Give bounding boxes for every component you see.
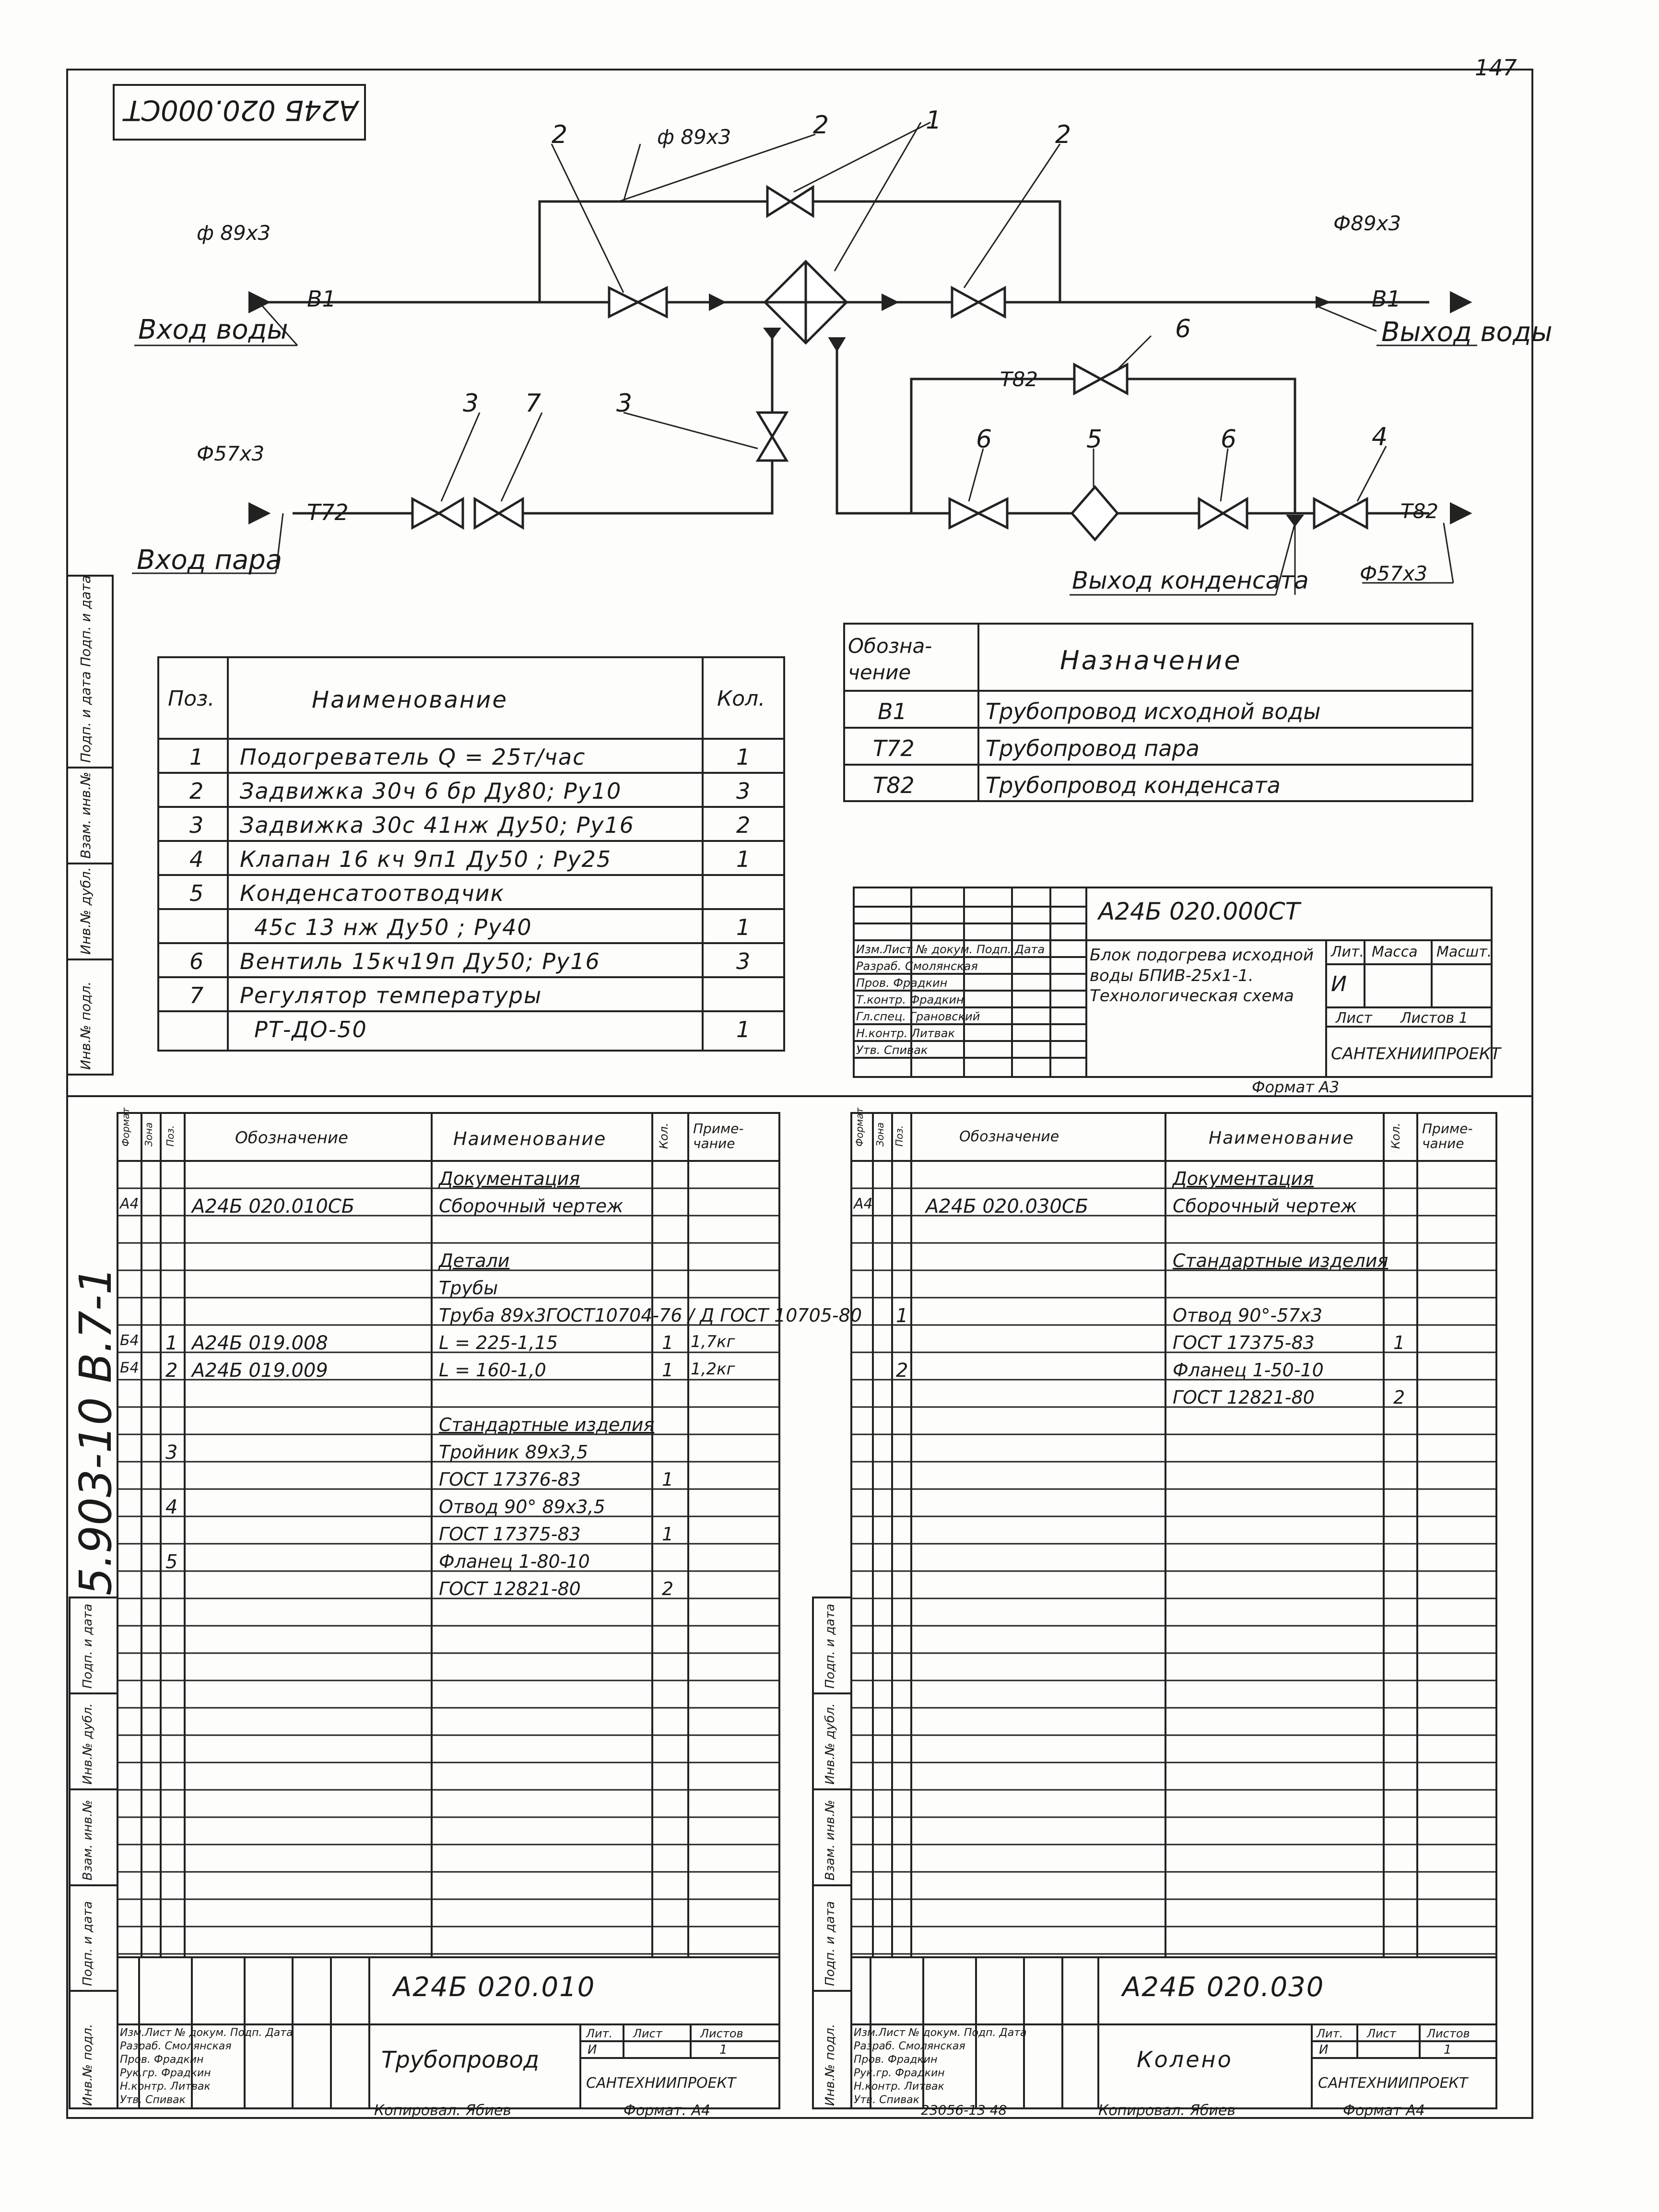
spec-right-header-designation: Обозначение <box>959 1128 1059 1145</box>
spec-left-row-14-name: Фланец 1-80-10 <box>439 1551 590 1572</box>
side-stamp-right-4: Подп. и дата <box>823 1603 837 1689</box>
spec-left-row-7-pos: 2 <box>165 1360 178 1382</box>
spec-left-format: Формат: А4 <box>624 2102 710 2119</box>
parts-qty-1: 1 <box>736 744 751 770</box>
spec-left-org: САНТЕХНИИПРОЕКТ <box>586 2075 736 2092</box>
page-number: 147 <box>1475 55 1517 81</box>
legend-header-code: Обозна- чение <box>848 634 932 684</box>
scheme-upside-code: А24Б 020.000СТ <box>124 94 358 127</box>
legend-code-t72: Т72 <box>873 735 915 761</box>
spec-right-org: САНТЕХНИИПРОЕКТ <box>1318 2075 1468 2092</box>
spec-left-header-note: Приме- чание <box>693 1121 744 1151</box>
label-pipe-b1-in: В1 <box>307 286 336 312</box>
pos-label-6a: 6 <box>976 425 992 454</box>
parts-name-1: Подогреватель Q = 25т/час <box>240 744 586 770</box>
parts-header-qty: Кол. <box>717 686 765 711</box>
side-stamp-left-4: Подп. и дата <box>81 1603 95 1689</box>
scheme-doc-code: А24Б 020.000СТ <box>1098 898 1300 925</box>
spec-right-code: А24Б 020.030 <box>1122 1972 1325 2003</box>
scheme-role-4: Гл.спец. Грановский <box>856 1010 980 1023</box>
spec-left-row-9-name: Стандартные изделия <box>439 1414 655 1435</box>
pos-label-5: 5 <box>1086 425 1103 454</box>
spec-left-role-0: Изм.Лист № докум. Подп. Дата <box>120 2027 293 2039</box>
spec-left-row-0-name: Документация <box>439 1168 580 1189</box>
spec-right-row-3-name: Стандартные изделия <box>1173 1250 1388 1271</box>
side-stamp-2: Взам. инв.№ <box>78 771 94 859</box>
spec-right-row-8-name: ГОСТ 12821-80 <box>1173 1387 1315 1408</box>
spec-right-sheets: 1 <box>1444 2043 1452 2057</box>
spec-left-role-1: Разраб. Смолянская <box>120 2040 232 2052</box>
spec-left-header-zone: Зона <box>143 1122 154 1147</box>
spec-left-row-11-name: ГОСТ 17376-83 <box>439 1469 581 1490</box>
label-dia-57-out: Ф57х3 <box>1360 562 1428 585</box>
spec-right-header-name: Наименование <box>1209 1128 1354 1148</box>
spec-left-row-7-qty: 1 <box>662 1360 674 1381</box>
scheme-stage-header: Лит. <box>1331 944 1365 960</box>
parts-pos-1: 1 <box>189 744 204 770</box>
spec-left-sheets-header: Листов <box>700 2027 743 2040</box>
spec-right-row-6-name: ГОСТ 17375-83 <box>1173 1332 1315 1353</box>
side-stamp-1: Подп. и дата <box>78 671 94 763</box>
spec-left-row-4-name: Трубы <box>439 1278 498 1299</box>
side-stamp-left-0: Инв.№ подл. <box>81 2023 95 2106</box>
parts-qty-6: 3 <box>736 948 751 974</box>
spec-right-role-1: Разраб. Смолянская <box>854 2040 965 2052</box>
parts-qty-4: 1 <box>736 846 751 872</box>
spec-left-row-7-format: Б4 <box>120 1360 139 1376</box>
spec-left-row-6-name: L = 225-1,15 <box>439 1332 558 1353</box>
parts-qty-3: 2 <box>736 812 751 838</box>
spec-right-role-2: Пров. Фрадкин <box>854 2054 938 2066</box>
spec-right-row-8-qty: 2 <box>1393 1387 1405 1408</box>
parts-name-4: Клапан 16 кч 9п1 Ду50 ; Ру25 <box>240 846 612 872</box>
pos-label-2a: 2 <box>552 120 568 149</box>
label-pipe-b1-out: В1 <box>1372 286 1401 312</box>
scheme-role-2: Пров. Фрадкин <box>856 976 948 990</box>
spec-left-row-1-format: А4 <box>120 1195 139 1212</box>
spec-left-row-6-note: 1,7кг <box>691 1332 735 1351</box>
label-pipe-t82-out: Т82 <box>1400 499 1439 523</box>
legend-code-t82: Т82 <box>873 772 915 798</box>
label-dia-57-in: Ф57х3 <box>197 442 265 465</box>
spec-left-row-13-qty: 1 <box>662 1524 674 1545</box>
spec-left-header-name: Наименование <box>453 1128 607 1149</box>
spec-left-row-6-designation: А24Б 019.008 <box>192 1332 328 1354</box>
pos-label-7: 7 <box>525 389 541 418</box>
spec-right-row-0-name: Документация <box>1173 1168 1314 1189</box>
pos-label-2c: 2 <box>1055 120 1071 149</box>
scheme-scale-header: Масшт. <box>1436 944 1492 960</box>
spec-right-header-qty: Кол. <box>1389 1123 1402 1149</box>
spec-left-stage-header: Лит. <box>586 2027 613 2040</box>
parts-name-5: Конденсатоотводчик <box>240 880 505 906</box>
spec-left-sheet-header: Лист <box>633 2027 662 2040</box>
spec-right-role-3: Рук.гр. Фрадкин <box>854 2067 945 2079</box>
legend-purpose-b1: Трубопровод исходной воды <box>986 698 1321 724</box>
parts-header-pos: Поз. <box>168 686 215 711</box>
parts-pos-2: 2 <box>189 778 204 804</box>
spec-right-header-format: Формат <box>854 1107 865 1147</box>
legend-purpose-t82: Трубопровод конденсата <box>986 772 1281 798</box>
label-pipe-t82-top: Т82 <box>1000 367 1038 391</box>
pos-label-6c: 6 <box>1175 315 1191 343</box>
spec-left-stage: И <box>588 2043 597 2057</box>
pos-label-3b: 3 <box>616 389 633 418</box>
pos-label-6b: 6 <box>1221 425 1237 454</box>
label-condensate-out: Выход конденсата <box>1072 567 1309 594</box>
spec-left-row-13-name: ГОСТ 17375-83 <box>439 1524 581 1545</box>
spec-right-role-5: Утв. Спивак <box>854 2094 919 2106</box>
spec-left-role-5: Утв. Спивак <box>120 2094 186 2106</box>
spec-left-row-14-pos: 5 <box>165 1551 178 1573</box>
scheme-org: САНТЕХНИИПРОЕКТ <box>1331 1044 1501 1064</box>
scheme-doc-title: Блок подогрева исходной воды БПИВ-25х1-1. Технологическая схема <box>1090 946 1314 1005</box>
spec-left-row-5-name: Труба 89х3ГОСТ10704-76 / Д ГОСТ 10705-80 <box>439 1305 862 1326</box>
scheme-sheets-label: Листов 1 <box>1400 1010 1468 1027</box>
scheme-stage-value: И <box>1331 972 1347 996</box>
spec-right-row-1-designation: А24Б 020.030СБ <box>926 1195 1089 1218</box>
spec-left-header-format: Формат <box>120 1107 131 1147</box>
spec-right-row-7-pos: 2 <box>896 1360 908 1382</box>
label-dia-89-top: ф 89х3 <box>657 125 731 149</box>
spec-left-row-7-name: L = 160-1,0 <box>439 1360 546 1381</box>
spec-left-row-3-name: Детали <box>439 1250 510 1271</box>
parts-name-2: Задвижка 30ч 6 бр Ду80; Ру10 <box>240 778 622 804</box>
parts-header-name: Наименование <box>312 686 508 713</box>
parts-pos-5: 5 <box>189 880 204 906</box>
pos-label-4: 4 <box>1372 423 1388 451</box>
scheme-sheet-label: Лист <box>1336 1010 1373 1027</box>
spec-left-sheets: 1 <box>719 2043 728 2057</box>
spec-left-row-12-name: Отвод 90° 89х3,5 <box>439 1496 605 1517</box>
spec-right-row-5-name: Отвод 90°-57х3 <box>1173 1305 1323 1326</box>
spec-right-row-6-qty: 1 <box>1393 1332 1405 1353</box>
spec-right-archive: 23056-13 48 <box>921 2102 1007 2118</box>
parts-pos-3: 3 <box>189 812 204 838</box>
spec-left-row-12-pos: 4 <box>165 1496 178 1518</box>
spec-left-header-designation: Обозначение <box>235 1128 348 1147</box>
parts-pos-7: 7 <box>189 982 204 1008</box>
vertical-document-code: 5.903-10 В.7-1 <box>70 1266 121 1596</box>
spec-right-stage-header: Лит. <box>1317 2027 1343 2040</box>
pos-label-3a: 3 <box>463 389 479 418</box>
pos-label-2b: 2 <box>813 111 829 140</box>
label-steam-in: Вход пара <box>137 544 282 576</box>
pos-label-1: 1 <box>926 106 942 135</box>
spec-left-row-11-qty: 1 <box>662 1469 674 1490</box>
legend-code-b1: В1 <box>878 698 907 724</box>
scheme-role-6: Утв. Спивак <box>856 1043 928 1057</box>
spec-right-sheet-header: Лист <box>1367 2027 1396 2040</box>
parts-name-3: Задвижка 30с 41нж Ду50; Ру16 <box>240 812 635 838</box>
side-stamp-right-1: Подп. и дата <box>823 1901 837 1986</box>
scheme-role-5: Н.контр. Литвак <box>856 1027 955 1040</box>
spec-right-format: Формат А4 <box>1343 2102 1425 2119</box>
parts-pos-6: 6 <box>189 948 204 974</box>
side-stamp-right-0: Инв.№ подл. <box>823 2023 837 2106</box>
label-water-in: Вход воды <box>138 314 288 345</box>
side-stamp-right-2: Взам. инв.№ <box>823 1799 837 1881</box>
spec-left-row-6-format: Б4 <box>120 1332 139 1349</box>
spec-left-copied: Копировал: Ябиев <box>374 2102 512 2119</box>
spec-right-row-1-format: А4 <box>854 1195 873 1212</box>
spec-right-row-1-name: Сборочный чертеж <box>1173 1195 1357 1217</box>
label-pipe-t72: Т72 <box>307 499 349 525</box>
spec-left-row-15-qty: 2 <box>662 1578 674 1599</box>
parts-pos-4: 4 <box>189 846 204 872</box>
spec-left-row-7-note: 1,2кг <box>691 1360 735 1379</box>
side-stamp-left-1: Подп. и дата <box>81 1901 95 1986</box>
side-stamp-0: Инв.№ подл. <box>78 981 94 1070</box>
spec-left-row-6-qty: 1 <box>662 1332 674 1353</box>
spec-left-role-2: Пров. Фрадкин <box>120 2054 204 2066</box>
spec-left-title: Трубопровод <box>381 2046 540 2073</box>
scheme-mass-header: Масса <box>1372 944 1418 960</box>
spec-right-row-5-pos: 1 <box>896 1305 908 1327</box>
spec-right-header-pos: Поз. <box>894 1125 905 1147</box>
spec-left-header-qty: Кол. <box>657 1123 671 1149</box>
scheme-role-3: Т.контр. Фрадкин <box>856 993 964 1006</box>
spec-left-row-6-pos: 1 <box>165 1332 178 1354</box>
spec-right-row-7-name: Фланец 1-50-10 <box>1173 1360 1324 1381</box>
spec-right-sheets-header: Листов <box>1427 2027 1470 2040</box>
spec-left-code: А24Б 020.010 <box>393 1972 596 2003</box>
spec-left-role-3: Рук.гр. Фрадкин <box>120 2067 211 2079</box>
spec-left-role-4: Н.контр. Литвак <box>120 2081 211 2093</box>
legend-header-purpose: Назначение <box>1060 645 1242 675</box>
parts-qty-5: 1 <box>736 914 751 940</box>
parts-name-5b: 45с 13 нж Ду50 ; Ру40 <box>254 914 532 940</box>
legend-purpose-t72: Трубопровод пара <box>986 735 1200 761</box>
side-stamp-3: Инв.№ дубл. <box>78 867 94 955</box>
side-stamp-left-2: Взам. инв.№ <box>81 1799 95 1881</box>
parts-qty-7: 1 <box>736 1017 751 1042</box>
spec-right-role-0: Изм.Лист № докум. Подп. Дата <box>854 2027 1027 2039</box>
spec-right-header-note: Приме- чание <box>1422 1121 1473 1151</box>
label-water-out: Выход воды <box>1381 317 1553 348</box>
spec-left-row-10-name: Тройник 89х3,5 <box>439 1442 588 1463</box>
side-stamp-left-3: Инв.№ дубл. <box>81 1703 95 1785</box>
spec-left-row-10-pos: 3 <box>165 1442 178 1464</box>
spec-left-row-7-designation: А24Б 019.009 <box>192 1360 328 1382</box>
spec-left-row-15-name: ГОСТ 12821-80 <box>439 1578 581 1599</box>
parts-name-7b: РТ-ДО-50 <box>254 1017 367 1042</box>
parts-name-7: Регулятор температуры <box>240 982 542 1008</box>
spec-right-copied: Копировал: Ябиев <box>1098 2102 1236 2119</box>
spec-right-header-zone: Зона <box>874 1122 886 1147</box>
spec-right-role-4: Н.контр. Литвак <box>854 2081 944 2093</box>
spec-left-row-1-designation: А24Б 020.010СБ <box>192 1195 355 1218</box>
parts-name-6: Вентиль 15кч19п Ду50; Ру16 <box>240 948 600 974</box>
scheme-format: Формат А3 <box>1252 1078 1340 1096</box>
side-stamp-4: Подп. и дата <box>78 575 94 667</box>
scheme-role-0: Изм.Лист № докум. Подп. Дата <box>856 943 1045 956</box>
parts-qty-2: 3 <box>736 778 751 804</box>
spec-left-row-1-name: Сборочный чертеж <box>439 1195 624 1217</box>
spec-left-header-pos: Поз. <box>165 1125 176 1147</box>
label-dia-89-in: ф 89х3 <box>197 221 271 245</box>
scheme-role-1: Разраб. Смолянская <box>856 959 978 973</box>
spec-right-title: Колено <box>1137 2046 1233 2072</box>
spec-right-stage: И <box>1319 2043 1329 2057</box>
side-stamp-right-3: Инв.№ дубл. <box>823 1703 837 1785</box>
label-dia-89-out: Ф89х3 <box>1333 212 1401 235</box>
